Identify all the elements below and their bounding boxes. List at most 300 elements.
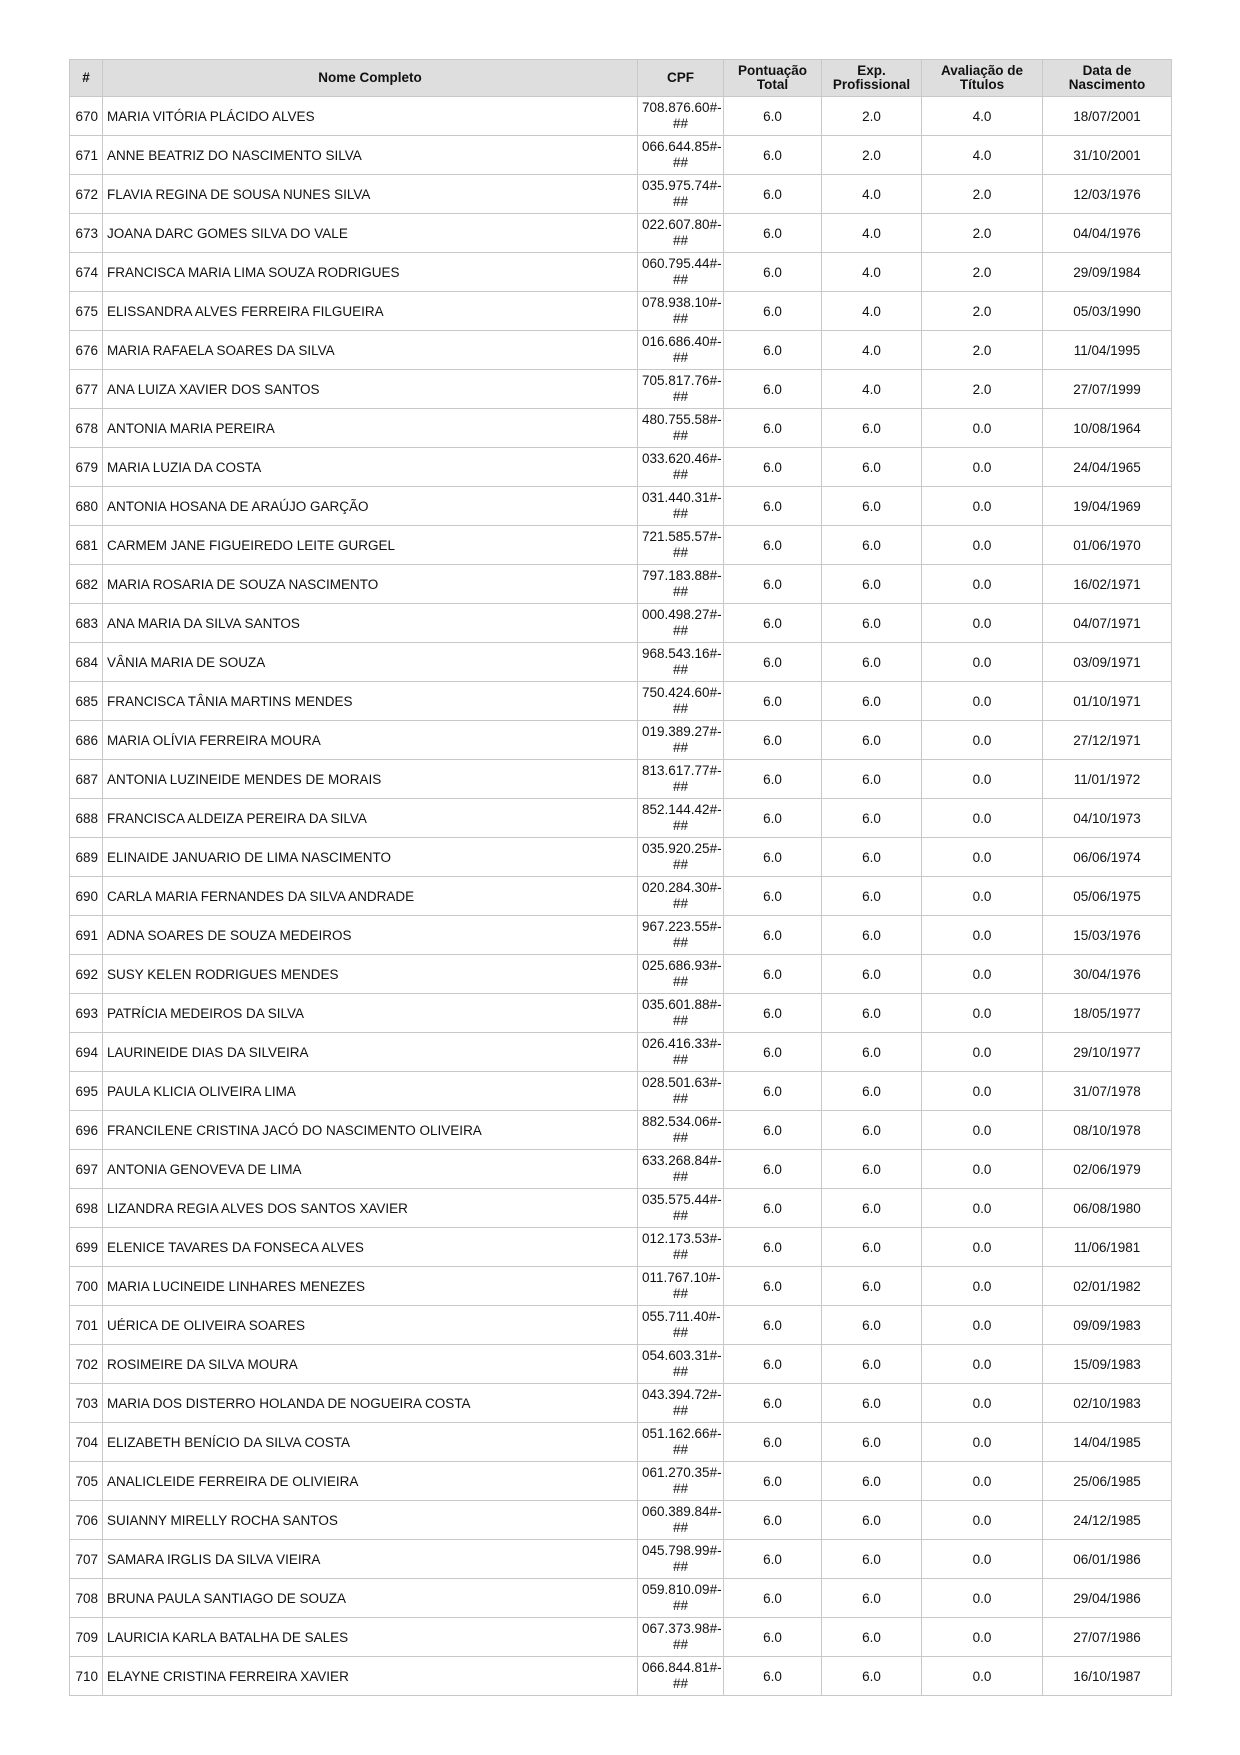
cell-cpf: [638, 1033, 724, 1072]
cell-cpf: [638, 838, 724, 877]
cell-avaliacao-titulos: 0.0: [922, 1345, 1043, 1384]
cell-cpf: [638, 97, 724, 136]
cell-name: CARLA MARIA FERNANDES DA SILVA ANDRADE: [103, 877, 638, 916]
cell-pontuacao-total: 6.0: [724, 1267, 822, 1306]
cell-exp-profissional: 6.0: [822, 1033, 922, 1072]
cell-num: 683: [70, 604, 103, 643]
cell-cpf: [638, 253, 724, 292]
cell-avaliacao-titulos: 0.0: [922, 604, 1043, 643]
cell-data-nascimento: 14/04/1985: [1043, 1423, 1172, 1462]
cell-name: ELIZABETH BENÍCIO DA SILVA COSTA: [103, 1423, 638, 1462]
table-row: [70, 721, 1172, 760]
cpf-line-1: 000.498.27#-: [642, 607, 722, 622]
cell-data-nascimento: 12/03/1976: [1043, 175, 1172, 214]
cell-exp-profissional: 2.0: [822, 136, 922, 175]
cell-cpf: [638, 370, 724, 409]
cell-num: 697: [70, 1150, 103, 1189]
cell-num: 679: [70, 448, 103, 487]
cell-name: FRANCISCA MARIA LIMA SOUZA RODRIGUES: [103, 253, 638, 292]
cpf-line-1: 059.810.09#-: [642, 1582, 722, 1597]
cell-data-nascimento: 19/04/1969: [1043, 487, 1172, 526]
cell-avaliacao-titulos: 4.0: [922, 136, 1043, 175]
cell-data-nascimento: 27/12/1971: [1043, 721, 1172, 760]
cell-num: 696: [70, 1111, 103, 1150]
cpf-line-1: 480.755.58#-: [642, 412, 722, 427]
cell-name: MARIA DOS DISTERRO HOLANDA DE NOGUEIRA COSTA: [103, 1384, 638, 1423]
cell-cpf: [638, 1345, 724, 1384]
cell-data-nascimento: 05/06/1975: [1043, 877, 1172, 916]
cpf-line-2: ##: [672, 584, 689, 599]
cpf-line-2: ##: [672, 857, 689, 872]
cpf-line-1: 750.424.60#-: [642, 685, 722, 700]
cell-pontuacao-total: 6.0: [724, 1189, 822, 1228]
cell-exp-profissional: 6.0: [822, 1072, 922, 1111]
cpf-line-1: 797.183.88#-: [642, 568, 722, 583]
cell-exp-profissional: 6.0: [822, 1657, 922, 1696]
cpf-line-1: 016.686.40#-: [642, 334, 722, 349]
cell-pontuacao-total: 6.0: [724, 1540, 822, 1579]
cell-data-nascimento: 15/09/1983: [1043, 1345, 1172, 1384]
cell-cpf: [638, 1267, 724, 1306]
cell-avaliacao-titulos: 0.0: [922, 838, 1043, 877]
cell-avaliacao-titulos: 0.0: [922, 1501, 1043, 1540]
cell-data-nascimento: 29/10/1977: [1043, 1033, 1172, 1072]
cell-exp-profissional: 6.0: [822, 1111, 922, 1150]
cell-exp-profissional: 6.0: [822, 409, 922, 448]
header-cpf: CPF: [638, 60, 724, 97]
cpf-line-2: ##: [672, 662, 689, 677]
cell-avaliacao-titulos: 2.0: [922, 175, 1043, 214]
cpf-line-2: ##: [672, 194, 689, 209]
cell-pontuacao-total: 6.0: [724, 253, 822, 292]
cell-pontuacao-total: 6.0: [724, 643, 822, 682]
cell-name: LIZANDRA REGIA ALVES DOS SANTOS XAVIER: [103, 1189, 638, 1228]
cell-name: ELENICE TAVARES DA FONSECA ALVES: [103, 1228, 638, 1267]
table-row: [70, 1033, 1172, 1072]
cell-exp-profissional: 6.0: [822, 1150, 922, 1189]
cpf-line-2: ##: [672, 1559, 689, 1574]
cell-name: ANALICLEIDE FERREIRA DE OLIVIEIRA: [103, 1462, 638, 1501]
cell-data-nascimento: 02/10/1983: [1043, 1384, 1172, 1423]
cell-exp-profissional: 6.0: [822, 1267, 922, 1306]
cell-avaliacao-titulos: 0.0: [922, 682, 1043, 721]
cell-cpf: [638, 409, 724, 448]
table-row: [70, 370, 1172, 409]
cell-exp-profissional: 6.0: [822, 721, 922, 760]
cpf-line-2: ##: [672, 1637, 689, 1652]
cell-cpf: [638, 799, 724, 838]
cpf-line-2: ##: [672, 1442, 689, 1457]
cell-cpf: [638, 526, 724, 565]
cell-pontuacao-total: 6.0: [724, 1150, 822, 1189]
cell-pontuacao-total: 6.0: [724, 955, 822, 994]
cell-cpf: [638, 175, 724, 214]
cell-pontuacao-total: 6.0: [724, 1072, 822, 1111]
cell-data-nascimento: 15/03/1976: [1043, 916, 1172, 955]
cell-cpf: [638, 1462, 724, 1501]
cell-pontuacao-total: 6.0: [724, 175, 822, 214]
cell-exp-profissional: 4.0: [822, 253, 922, 292]
cpf-line-1: 066.844.81#-: [642, 1660, 722, 1675]
cell-name: UÉRICA DE OLIVEIRA SOARES: [103, 1306, 638, 1345]
cell-data-nascimento: 16/02/1971: [1043, 565, 1172, 604]
table-row: [70, 1189, 1172, 1228]
cell-data-nascimento: 09/09/1983: [1043, 1306, 1172, 1345]
cell-pontuacao-total: 6.0: [724, 136, 822, 175]
cell-num: 672: [70, 175, 103, 214]
header-row: [70, 60, 1172, 97]
cell-cpf: [638, 1579, 724, 1618]
cell-pontuacao-total: 6.0: [724, 1306, 822, 1345]
table-row: [70, 799, 1172, 838]
cell-exp-profissional: 6.0: [822, 1189, 922, 1228]
cell-avaliacao-titulos: 0.0: [922, 1384, 1043, 1423]
cell-pontuacao-total: 6.0: [724, 1384, 822, 1423]
cell-avaliacao-titulos: 0.0: [922, 877, 1043, 916]
cell-num: 694: [70, 1033, 103, 1072]
cpf-line-1: 026.416.33#-: [642, 1036, 722, 1051]
cell-cpf: [638, 1657, 724, 1696]
cell-name: MARIA RAFAELA SOARES DA SILVA: [103, 331, 638, 370]
cpf-line-1: 061.270.35#-: [642, 1465, 722, 1480]
cell-cpf: [638, 1618, 724, 1657]
cell-name: ANTONIA HOSANA DE ARAÚJO GARÇÃO: [103, 487, 638, 526]
cell-num: 705: [70, 1462, 103, 1501]
cell-num: 680: [70, 487, 103, 526]
cell-pontuacao-total: 6.0: [724, 994, 822, 1033]
cell-exp-profissional: 6.0: [822, 1579, 922, 1618]
cell-name: MARIA LUZIA DA COSTA: [103, 448, 638, 487]
cell-num: 673: [70, 214, 103, 253]
table-row: [70, 526, 1172, 565]
cell-num: 687: [70, 760, 103, 799]
cell-pontuacao-total: 6.0: [724, 1657, 822, 1696]
cell-num: 710: [70, 1657, 103, 1696]
cell-pontuacao-total: 6.0: [724, 448, 822, 487]
cell-avaliacao-titulos: 0.0: [922, 1111, 1043, 1150]
cell-avaliacao-titulos: 0.0: [922, 1579, 1043, 1618]
cell-name: SAMARA IRGLIS DA SILVA VIEIRA: [103, 1540, 638, 1579]
cell-data-nascimento: 05/03/1990: [1043, 292, 1172, 331]
cell-pontuacao-total: 6.0: [724, 682, 822, 721]
cell-exp-profissional: 6.0: [822, 682, 922, 721]
cpf-line-2: ##: [672, 350, 689, 365]
cell-pontuacao-total: 6.0: [724, 214, 822, 253]
cell-avaliacao-titulos: 0.0: [922, 1540, 1043, 1579]
cell-avaliacao-titulos: 0.0: [922, 1306, 1043, 1345]
cpf-line-1: 813.617.77#-: [642, 763, 722, 778]
cpf-line-2: ##: [672, 779, 689, 794]
cell-num: 701: [70, 1306, 103, 1345]
cell-num: 681: [70, 526, 103, 565]
cell-exp-profissional: 6.0: [822, 838, 922, 877]
cpf-line-1: 033.620.46#-: [642, 451, 722, 466]
cpf-line-2: ##: [672, 1481, 689, 1496]
cpf-line-1: 035.575.44#-: [642, 1192, 722, 1207]
cell-pontuacao-total: 6.0: [724, 487, 822, 526]
cpf-line-2: ##: [672, 1247, 689, 1262]
cell-avaliacao-titulos: 0.0: [922, 994, 1043, 1033]
cell-exp-profissional: 6.0: [822, 604, 922, 643]
cell-data-nascimento: 01/06/1970: [1043, 526, 1172, 565]
cell-data-nascimento: 04/10/1973: [1043, 799, 1172, 838]
cell-cpf: [638, 565, 724, 604]
cpf-line-1: 968.543.16#-: [642, 646, 722, 661]
cpf-line-2: ##: [672, 623, 689, 638]
cell-cpf: [638, 994, 724, 1033]
cell-name: MARIA VITÓRIA PLÁCIDO ALVES: [103, 97, 638, 136]
cell-avaliacao-titulos: 0.0: [922, 955, 1043, 994]
cpf-line-2: ##: [672, 818, 689, 833]
cell-num: 690: [70, 877, 103, 916]
cell-num: 706: [70, 1501, 103, 1540]
cell-cpf: [638, 292, 724, 331]
cpf-line-1: 012.173.53#-: [642, 1231, 722, 1246]
cell-num: 677: [70, 370, 103, 409]
cell-pontuacao-total: 6.0: [724, 1111, 822, 1150]
cell-exp-profissional: 6.0: [822, 1501, 922, 1540]
table-row: [70, 916, 1172, 955]
cpf-line-2: ##: [672, 1169, 689, 1184]
cell-pontuacao-total: 6.0: [724, 604, 822, 643]
cpf-line-1: 054.603.31#-: [642, 1348, 722, 1363]
cell-avaliacao-titulos: 0.0: [922, 1033, 1043, 1072]
table-row: [70, 604, 1172, 643]
cell-exp-profissional: 6.0: [822, 877, 922, 916]
cpf-line-2: ##: [672, 896, 689, 911]
cell-pontuacao-total: 6.0: [724, 721, 822, 760]
cell-cpf: [638, 448, 724, 487]
table-row: [70, 955, 1172, 994]
cell-name: MARIA LUCINEIDE LINHARES MENEZES: [103, 1267, 638, 1306]
table-row: [70, 448, 1172, 487]
cell-cpf: [638, 604, 724, 643]
cell-num: 693: [70, 994, 103, 1033]
cpf-line-1: 045.798.99#-: [642, 1543, 722, 1558]
cpf-line-1: 028.501.63#-: [642, 1075, 722, 1090]
table-row: [70, 994, 1172, 1033]
cell-data-nascimento: 24/04/1965: [1043, 448, 1172, 487]
cpf-line-1: 020.284.30#-: [642, 880, 722, 895]
table-row: [70, 214, 1172, 253]
cpf-line-1: 022.607.80#-: [642, 217, 722, 232]
cell-pontuacao-total: 6.0: [724, 409, 822, 448]
cell-avaliacao-titulos: 0.0: [922, 526, 1043, 565]
cell-name: BRUNA PAULA SANTIAGO DE SOUZA: [103, 1579, 638, 1618]
cell-exp-profissional: 6.0: [822, 1228, 922, 1267]
cell-pontuacao-total: 6.0: [724, 526, 822, 565]
table-row: [70, 877, 1172, 916]
table-row: [70, 565, 1172, 604]
cell-avaliacao-titulos: 0.0: [922, 1267, 1043, 1306]
cpf-line-1: 705.817.76#-: [642, 373, 722, 388]
cell-pontuacao-total: 6.0: [724, 877, 822, 916]
cell-data-nascimento: 11/06/1981: [1043, 1228, 1172, 1267]
cell-avaliacao-titulos: 0.0: [922, 721, 1043, 760]
header-num: #: [70, 60, 103, 97]
cell-name: ELISSANDRA ALVES FERREIRA FILGUEIRA: [103, 292, 638, 331]
cell-data-nascimento: 27/07/1999: [1043, 370, 1172, 409]
cell-data-nascimento: 02/01/1982: [1043, 1267, 1172, 1306]
header-pontuacao-total: Pontuação Total: [724, 60, 822, 97]
cpf-line-1: 882.534.06#-: [642, 1114, 722, 1129]
cell-exp-profissional: 6.0: [822, 1618, 922, 1657]
cpf-line-1: 025.686.93#-: [642, 958, 722, 973]
cpf-line-2: ##: [672, 1130, 689, 1145]
cell-data-nascimento: 01/10/1971: [1043, 682, 1172, 721]
table-row: [70, 409, 1172, 448]
cell-num: 702: [70, 1345, 103, 1384]
cpf-line-2: ##: [672, 116, 689, 131]
table-row: [70, 1267, 1172, 1306]
cell-name: FRANCISCA TÂNIA MARTINS MENDES: [103, 682, 638, 721]
table-row: [70, 1579, 1172, 1618]
table-row: [70, 1462, 1172, 1501]
cell-cpf: [638, 916, 724, 955]
table-row: [70, 1540, 1172, 1579]
table-row: [70, 1306, 1172, 1345]
cell-exp-profissional: 6.0: [822, 1345, 922, 1384]
cell-avaliacao-titulos: 4.0: [922, 97, 1043, 136]
cell-cpf: [638, 1306, 724, 1345]
cell-num: 707: [70, 1540, 103, 1579]
cell-exp-profissional: 6.0: [822, 799, 922, 838]
cell-pontuacao-total: 6.0: [724, 97, 822, 136]
header-avaliacao-titulos: Avaliação de Títulos: [922, 60, 1043, 97]
cpf-line-2: ##: [672, 233, 689, 248]
cell-avaliacao-titulos: 2.0: [922, 370, 1043, 409]
cell-pontuacao-total: 6.0: [724, 1033, 822, 1072]
cpf-line-1: 067.373.98#-: [642, 1621, 722, 1636]
cell-avaliacao-titulos: 0.0: [922, 1189, 1043, 1228]
cell-pontuacao-total: 6.0: [724, 1423, 822, 1462]
cell-pontuacao-total: 6.0: [724, 916, 822, 955]
cell-exp-profissional: 6.0: [822, 448, 922, 487]
cell-data-nascimento: 02/06/1979: [1043, 1150, 1172, 1189]
cell-exp-profissional: 4.0: [822, 292, 922, 331]
cell-name: SUIANNY MIRELLY ROCHA SANTOS: [103, 1501, 638, 1540]
cpf-line-1: 019.389.27#-: [642, 724, 722, 739]
cell-pontuacao-total: 6.0: [724, 370, 822, 409]
cell-name: FRANCILENE CRISTINA JACÓ DO NASCIMENTO OLIVEIRA: [103, 1111, 638, 1150]
cpf-line-1: 055.711.40#-: [642, 1309, 721, 1324]
cpf-line-1: 066.644.85#-: [642, 139, 722, 154]
cpf-line-1: 721.585.57#-: [642, 529, 722, 544]
cell-pontuacao-total: 6.0: [724, 565, 822, 604]
cell-cpf: [638, 1540, 724, 1579]
cell-name: LAURINEIDE DIAS DA SILVEIRA: [103, 1033, 638, 1072]
cell-name: ANNE BEATRIZ DO NASCIMENTO SILVA: [103, 136, 638, 175]
cell-name: MARIA OLÍVIA FERREIRA MOURA: [103, 721, 638, 760]
cell-pontuacao-total: 6.0: [724, 838, 822, 877]
cell-exp-profissional: 6.0: [822, 955, 922, 994]
cell-cpf: [638, 760, 724, 799]
cpf-line-2: ##: [672, 1208, 689, 1223]
cell-avaliacao-titulos: 0.0: [922, 1657, 1043, 1696]
cell-data-nascimento: 11/01/1972: [1043, 760, 1172, 799]
cell-exp-profissional: 4.0: [822, 370, 922, 409]
cell-avaliacao-titulos: 0.0: [922, 565, 1043, 604]
cpf-line-2: ##: [672, 389, 689, 404]
cpf-line-2: ##: [672, 428, 689, 443]
cell-avaliacao-titulos: 0.0: [922, 643, 1043, 682]
cell-cpf: [638, 877, 724, 916]
cell-avaliacao-titulos: 0.0: [922, 1072, 1043, 1111]
cell-num: 682: [70, 565, 103, 604]
table-row: [70, 760, 1172, 799]
cell-name: ANTONIA GENOVEVA DE LIMA: [103, 1150, 638, 1189]
cell-num: 674: [70, 253, 103, 292]
cell-cpf: [638, 331, 724, 370]
cell-avaliacao-titulos: 0.0: [922, 1423, 1043, 1462]
cell-name: ROSIMEIRE DA SILVA MOURA: [103, 1345, 638, 1384]
cell-data-nascimento: 30/04/1976: [1043, 955, 1172, 994]
cell-exp-profissional: 2.0: [822, 97, 922, 136]
cell-data-nascimento: 27/07/1986: [1043, 1618, 1172, 1657]
table-header: [70, 60, 1172, 97]
cell-data-nascimento: 18/05/1977: [1043, 994, 1172, 1033]
table-row: [70, 97, 1172, 136]
cell-num: 698: [70, 1189, 103, 1228]
cell-avaliacao-titulos: 0.0: [922, 1150, 1043, 1189]
cell-name: PAULA KLICIA OLIVEIRA LIMA: [103, 1072, 638, 1111]
cell-num: 699: [70, 1228, 103, 1267]
cpf-line-1: 708.876.60#-: [642, 100, 722, 115]
cell-cpf: [638, 955, 724, 994]
table-row: [70, 253, 1172, 292]
cell-cpf: [638, 214, 724, 253]
cpf-line-1: 060.389.84#-: [642, 1504, 722, 1519]
table-row: [70, 292, 1172, 331]
cell-data-nascimento: 06/06/1974: [1043, 838, 1172, 877]
cell-name: FRANCISCA ALDEIZA PEREIRA DA SILVA: [103, 799, 638, 838]
cpf-line-2: ##: [672, 1091, 689, 1106]
cpf-line-1: 060.795.44#-: [642, 256, 722, 271]
cell-data-nascimento: 11/04/1995: [1043, 331, 1172, 370]
cell-data-nascimento: 24/12/1985: [1043, 1501, 1172, 1540]
cpf-line-1: 633.268.84#-: [642, 1153, 722, 1168]
cell-num: 678: [70, 409, 103, 448]
cell-exp-profissional: 6.0: [822, 1540, 922, 1579]
results-table: [69, 59, 1172, 1696]
cpf-line-2: ##: [672, 155, 689, 170]
cell-avaliacao-titulos: 0.0: [922, 487, 1043, 526]
cell-cpf: [638, 721, 724, 760]
cell-avaliacao-titulos: 0.0: [922, 1462, 1043, 1501]
cell-cpf: [638, 487, 724, 526]
table-row: [70, 331, 1172, 370]
cell-num: 676: [70, 331, 103, 370]
cell-name: ELAYNE CRISTINA FERREIRA XAVIER: [103, 1657, 638, 1696]
cell-num: 670: [70, 97, 103, 136]
cpf-line-2: ##: [672, 1286, 689, 1301]
cell-cpf: [638, 1150, 724, 1189]
cpf-line-1: 011.767.10#-: [642, 1270, 721, 1285]
cpf-line-1: 051.162.66#-: [642, 1426, 722, 1441]
cell-avaliacao-titulos: 0.0: [922, 916, 1043, 955]
cell-num: 709: [70, 1618, 103, 1657]
cell-exp-profissional: 6.0: [822, 487, 922, 526]
cpf-line-2: ##: [672, 1364, 689, 1379]
cell-pontuacao-total: 6.0: [724, 799, 822, 838]
cpf-line-2: ##: [672, 935, 689, 950]
table-row: [70, 1657, 1172, 1696]
header-data-nascimento: Data de Nascimento: [1043, 60, 1172, 97]
header-name: Nome Completo: [103, 60, 638, 97]
table-row: [70, 1111, 1172, 1150]
cell-pontuacao-total: 6.0: [724, 292, 822, 331]
table-row: [70, 1423, 1172, 1462]
